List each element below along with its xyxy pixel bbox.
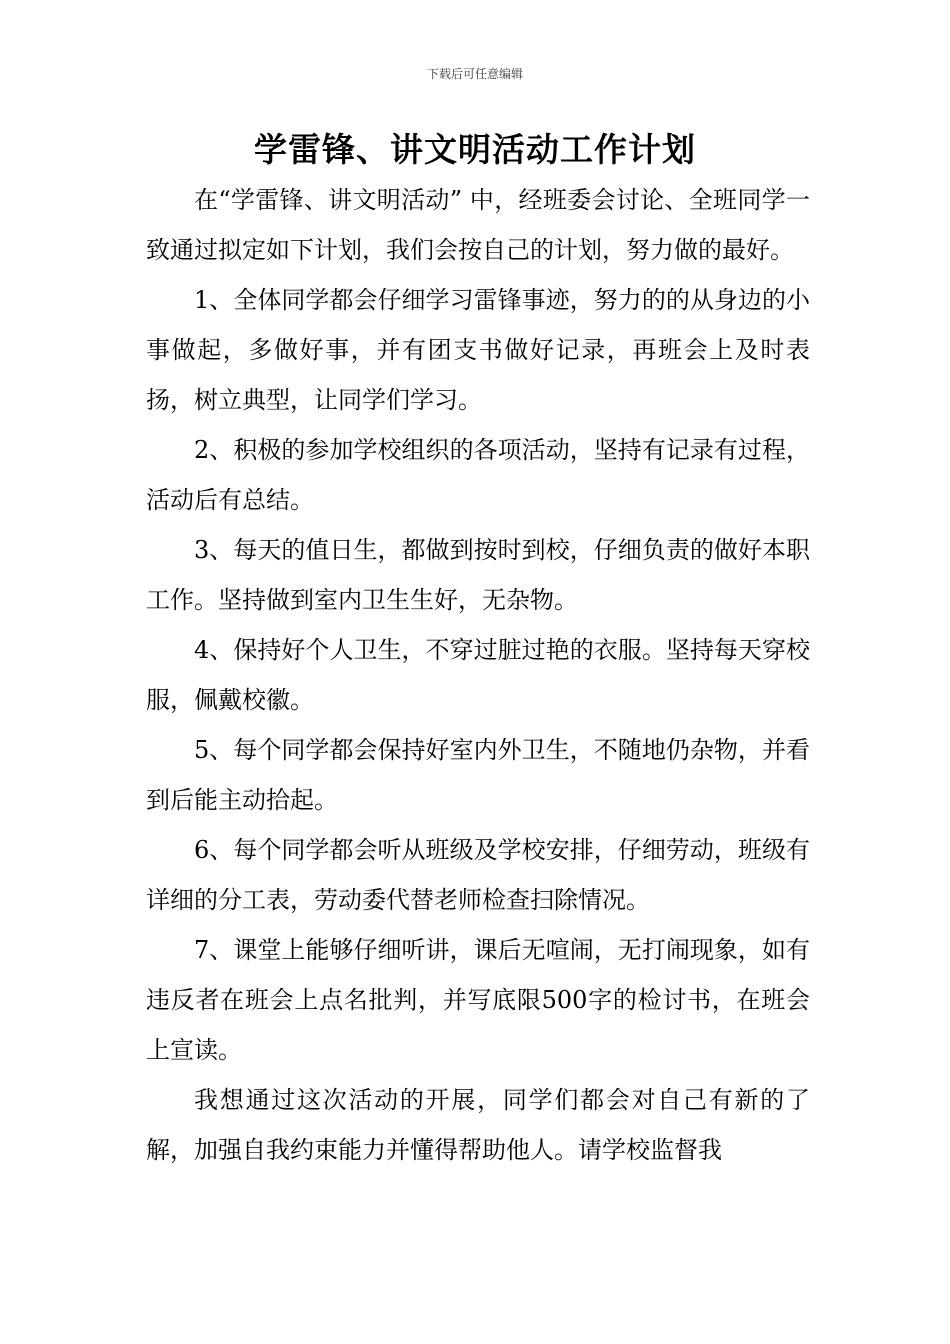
header-note: 下载后可任意编辑 — [426, 67, 523, 81]
paragraph-item-1: 1、全体同学都会仔细学习雷锋事迹，努力的的从身边的小事做起，多做好事，并有团支书做好记录，再班会上及时表扬，树立典型，让同学们学习。 — [146, 286, 810, 414]
document-body — [146, 175, 810, 1175]
paragraph-item-5: 5、每个同学都会保持好室内外卫生，不随地仍杂物，并看到后能主动拾起。 — [146, 736, 810, 814]
document-title: 学雷锋、讲文明活动工作计划 — [254, 130, 696, 169]
paragraph-closing: 我想通过这次活动的开展，同学们都会对自己有新的了解，加强自我约束能力并懂得帮助他人。请学校监督我 — [146, 1086, 810, 1164]
paragraph-intro: 在“学雷锋、讲文明活动” 中，经班委会讨论、全班同学一致通过拟定如下计划，我们会按自己的计划，努力做的最好。 — [146, 186, 810, 264]
paragraph-item-2: 2、积极的参加学校组织的各项活动，坚持有记录有过程，活动后有总结。 — [146, 436, 810, 514]
paragraph-item-7: 7、课堂上能够仔细听讲，课后无喧闹，无打闹现象，如有违反者在班会上点名批判，并写底限500字的检讨书，在班会上宣读。 — [146, 936, 810, 1064]
paragraph-item-3: 3、每天的值日生，都做到按时到校，仔细负责的做好本职工作。坚持做到室内卫生生好，无杂物。 — [146, 536, 810, 614]
paragraph-item-6: 6、每个同学都会听从班级及学校安排，仔细劳动，班级有详细的分工表，劳动委代替老师检查扫除情况。 — [146, 836, 810, 914]
paragraph-item-4: 4、保持好个人卫生，不穿过脏过艳的衣服。坚持每天穿校服，佩戴校徽。 — [146, 636, 810, 714]
